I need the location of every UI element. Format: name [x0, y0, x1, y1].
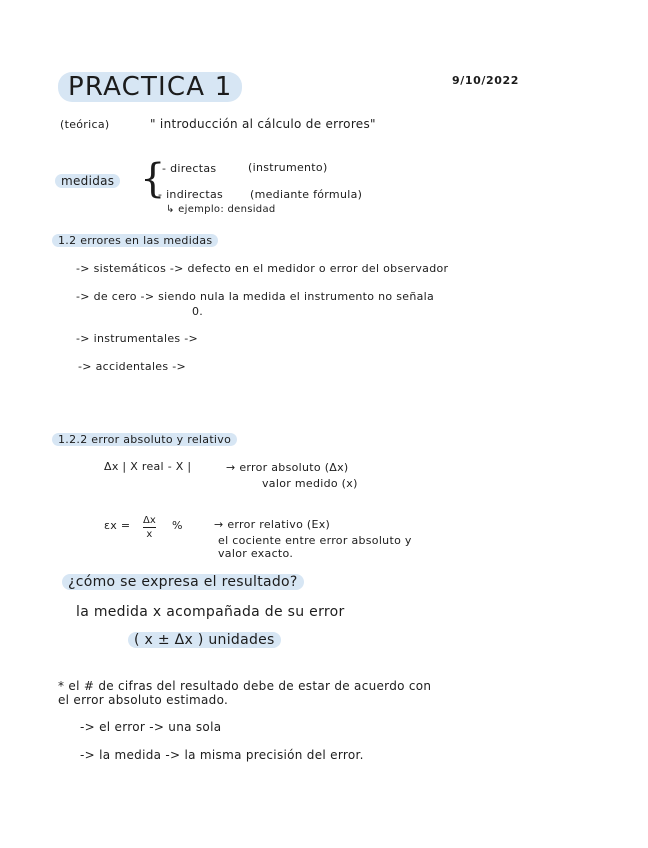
- result-expression: ( x ± Δx ) unidades: [128, 632, 281, 648]
- subtitle: " introducción al cálculo de errores": [150, 117, 376, 131]
- list-item: -> el error -> una sola: [80, 720, 222, 734]
- relative-error-percent: %: [172, 519, 183, 532]
- list-item: -> accidentales ->: [78, 360, 186, 373]
- result-question: ¿cómo se expresa el resultado?: [62, 574, 304, 590]
- theory-tag: (teórica): [60, 118, 110, 131]
- page-date: 9/10/2022: [452, 74, 520, 87]
- medidas-label: medidas: [55, 174, 120, 188]
- relative-error-lhs: εx =: [104, 519, 131, 532]
- page-title: PRACTICA 1: [58, 72, 242, 102]
- relative-error-desc: valor exacto.: [218, 547, 294, 560]
- medidas-directas: - directas: [162, 162, 217, 175]
- relative-error-fraction: [143, 515, 156, 540]
- relative-error-desc: el cociente entre error absoluto y: [218, 534, 412, 547]
- absolute-error-desc: valor medido (x): [262, 477, 358, 490]
- brace-symbol: {: [140, 156, 166, 202]
- list-item: -> de cero -> siendo nula la medida el instrumento no señala: [76, 290, 435, 303]
- list-item: -> sistemáticos -> defecto en el medidor o error del observador: [76, 262, 449, 275]
- medidas-indirectas-note: (mediante fórmula): [250, 188, 363, 201]
- fraction-numerator: Δx: [143, 515, 156, 526]
- medidas-ejemplo: ↳ ejemplo: densidad: [166, 204, 276, 215]
- absolute-error-arrow: → error absoluto (Δx): [226, 461, 349, 474]
- absolute-error-formula: Δx | X real - X |: [104, 460, 192, 473]
- relative-error-arrow: → error relativo (Ex): [214, 518, 331, 531]
- note-line: el error absoluto estimado.: [58, 693, 229, 707]
- medidas-indirectas: - indirectas: [158, 188, 224, 201]
- list-item: -> la medida -> la misma precisión del error.: [80, 748, 364, 762]
- fraction-bar: [143, 527, 156, 528]
- section-1-2-2-heading: 1.2.2 error absoluto y relativo: [52, 433, 237, 446]
- list-item: -> instrumentales ->: [76, 332, 198, 345]
- note-line: * el # de cifras del resultado debe de estar de acuerdo con: [58, 679, 432, 693]
- result-line: la medida x acompañada de su error: [76, 604, 345, 620]
- list-item-continuation: 0.: [192, 305, 204, 318]
- section-1-2-heading: 1.2 errores en las medidas: [52, 234, 218, 247]
- fraction-denominator: x: [146, 529, 153, 540]
- medidas-directas-note: (instrumento): [248, 161, 328, 174]
